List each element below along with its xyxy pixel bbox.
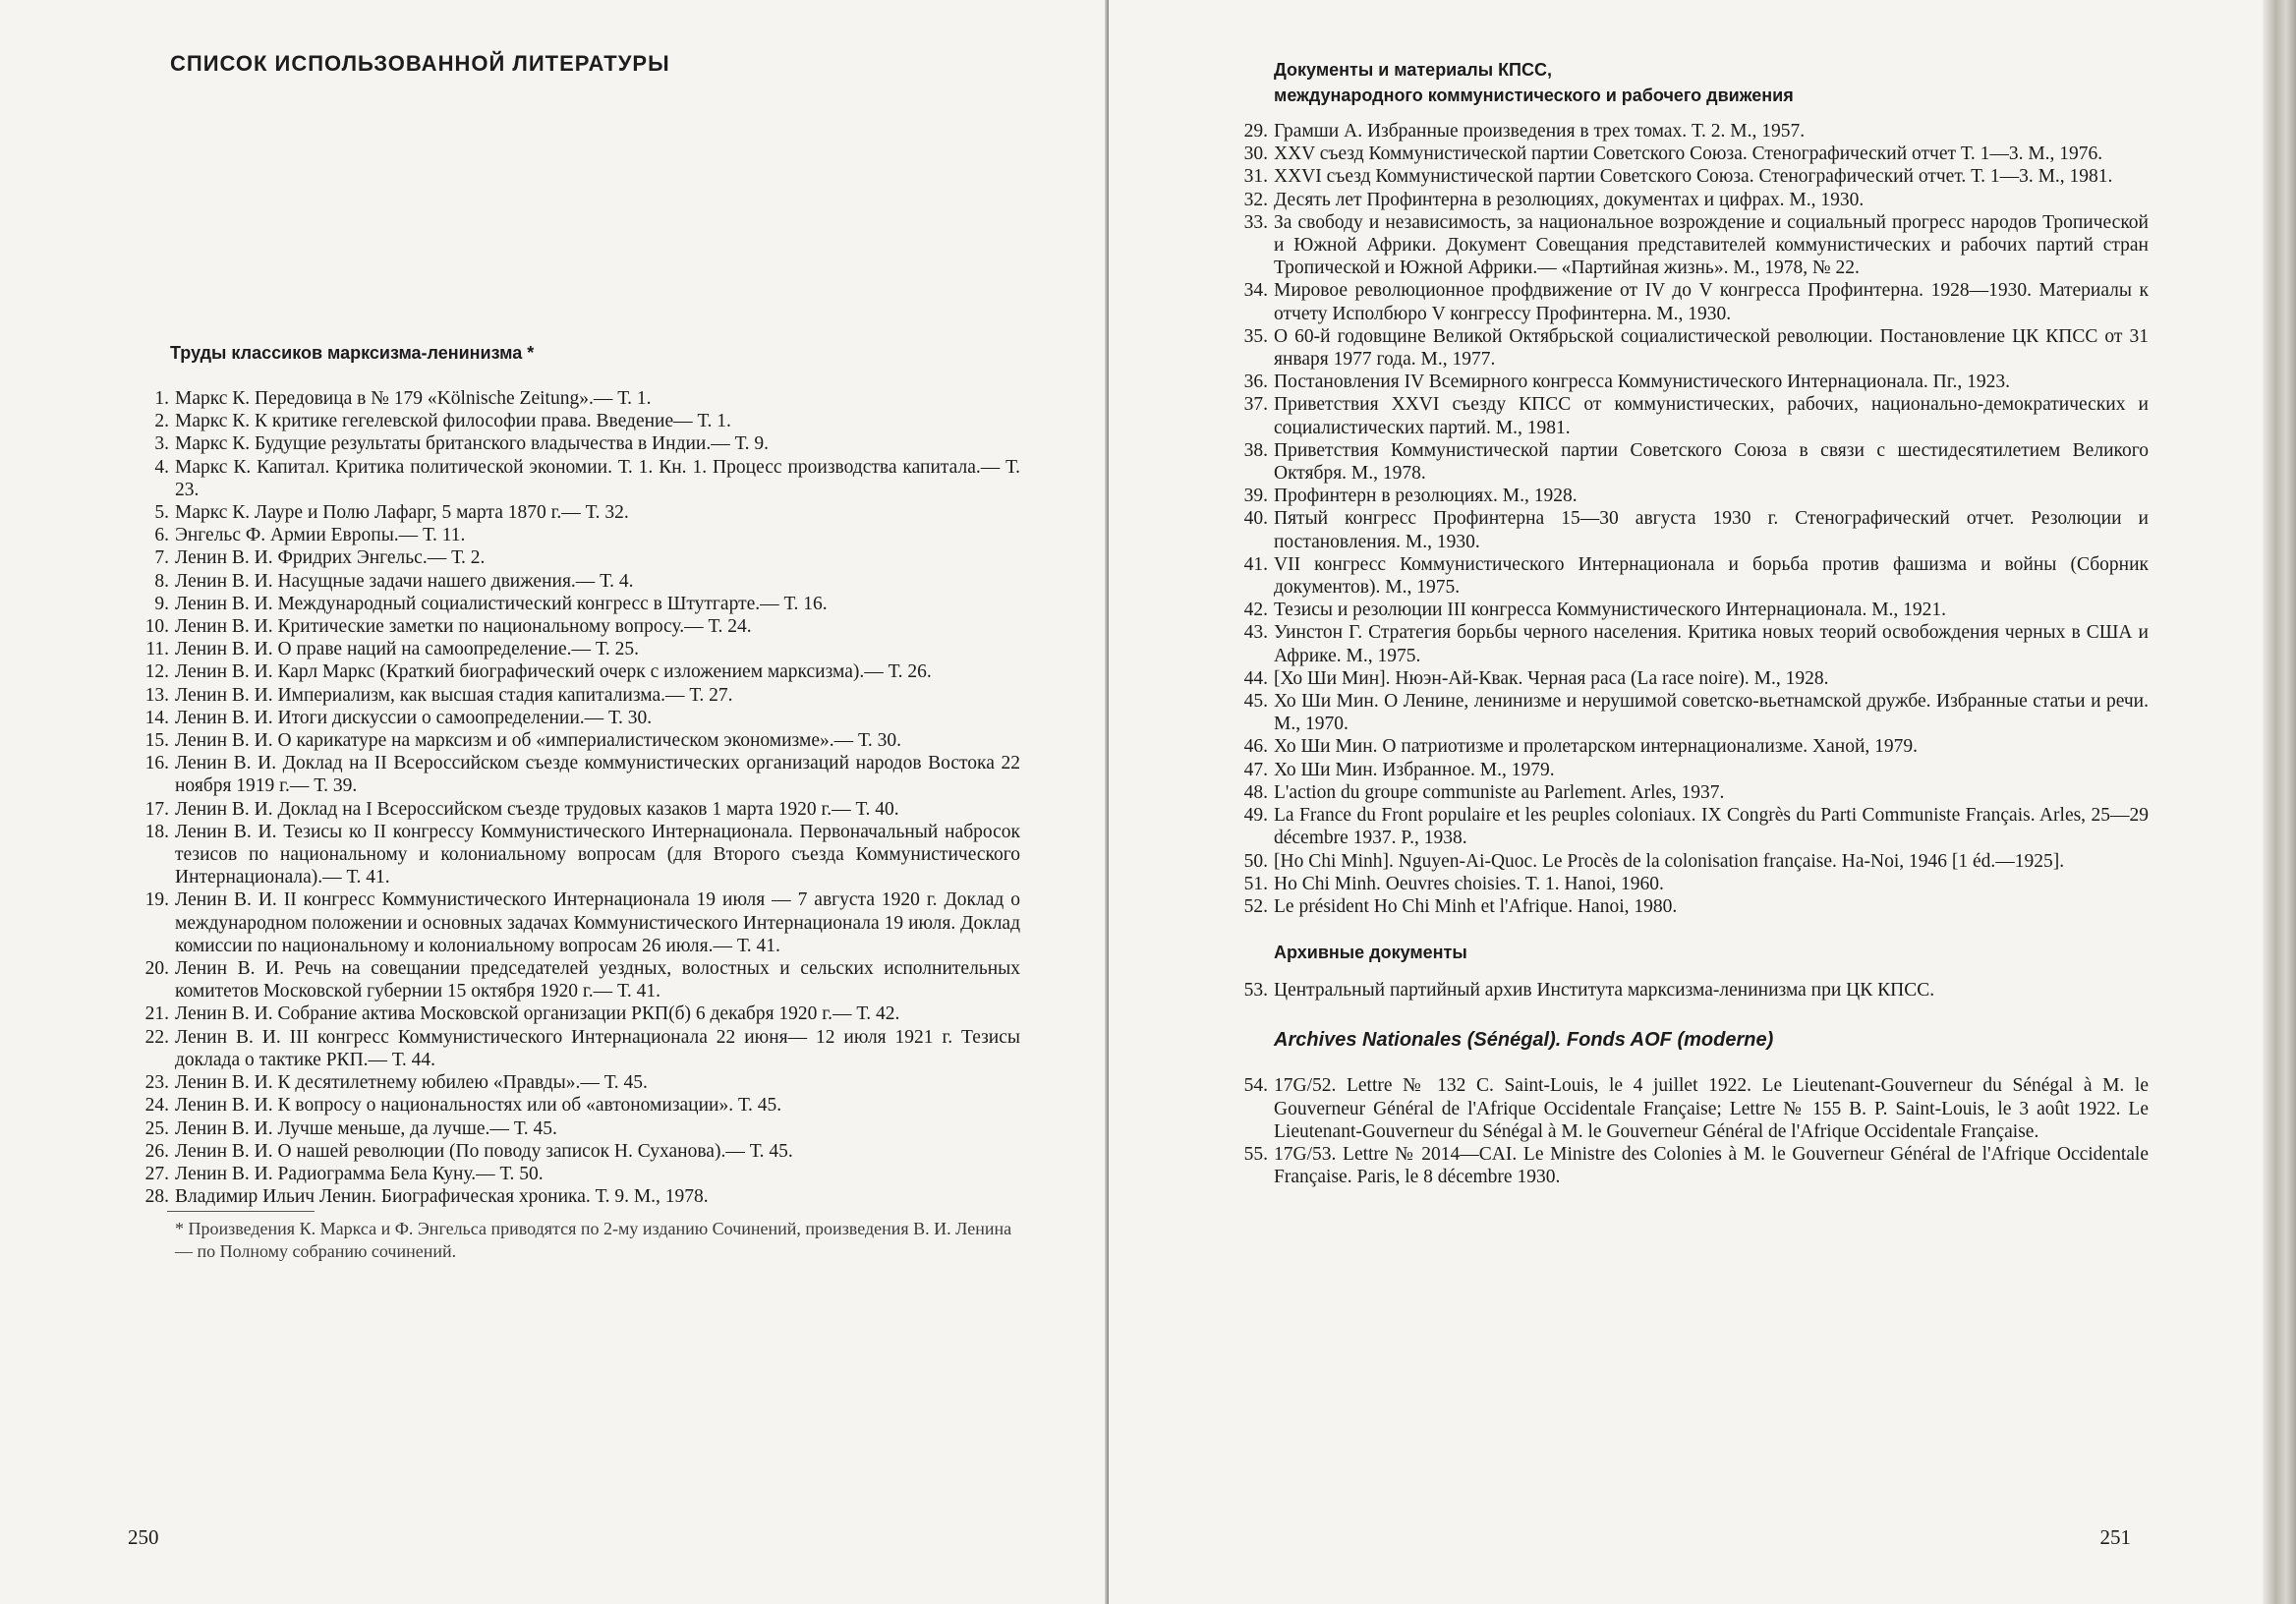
reference-text: Ленин В. И. Насущные задачи нашего движения.— Т. 4. (175, 570, 634, 592)
right-reference-list-french-archives (1227, 1074, 2149, 1188)
reference-text: Владимир Ильич Ленин. Биографическая хроника. Т. 9. М., 1978. (175, 1186, 709, 1208)
reference-entry (128, 1163, 1020, 1185)
reference-number: 49. (1243, 805, 1268, 827)
page-number-right: 251 (2099, 1525, 2131, 1549)
reference-entry (1227, 895, 2149, 918)
reference-entry (128, 387, 1020, 410)
reference-number: 31. (1243, 166, 1268, 188)
reference-text: Маркс К. Капитал. Критика политической экономии. Т. 1. Кн. 1. Процесс производства капитала.— Т. 23. (175, 456, 1020, 500)
reference-number: 22. (144, 1026, 169, 1048)
right-page (1109, 0, 2296, 1604)
reference-number: 30. (1243, 143, 1268, 165)
reference-text: Тезисы и резолюции III конгресса Коммунистического Интернационала. М., 1921. (1274, 600, 1947, 621)
reference-entry (128, 546, 1020, 569)
reference-entry (1227, 1074, 2149, 1143)
reference-text: [Ho Chi Minh]. Nguyen-Ai-Quoc. Le Procès de la colonisation française. Ha-Noi, 1946 [1 éd.—1925]. (1274, 850, 2065, 872)
reference-text: Ленин В. И. Карл Маркс (Краткий биографический очерк с изложением марксизма).— Т. 26. (175, 661, 932, 683)
reference-number: 23. (144, 1072, 169, 1094)
reference-text: XXV съезд Коммунистической партии Советского Союза. Стенографический отчет Т. 1—3. М., 1976. (1274, 143, 2103, 165)
reference-text: Маркс К. Будущие результаты британского владычества в Индии.— Т. 9. (175, 433, 769, 455)
reference-entry (128, 1140, 1020, 1163)
reference-entry (128, 432, 1020, 455)
reference-number: 19. (144, 889, 169, 911)
reference-entry (1227, 143, 2149, 165)
reference-number: 27. (144, 1163, 169, 1184)
reference-number: 6. (154, 525, 169, 546)
reference-text: Грамши А. Избранные произведения в трех томах. Т. 2. М., 1957. (1274, 121, 1806, 142)
reference-entry (128, 1002, 1020, 1025)
reference-text: Хо Ши Мин. Избранное. М., 1979. (1274, 759, 1555, 780)
reference-text: Ленин В. И. Собрание актива Московской организации РКП(б) 6 декабря 1920 г.— Т. 42. (175, 1003, 900, 1025)
reference-number: 45. (1243, 691, 1268, 713)
reference-entry (1227, 1143, 2149, 1188)
page-number-left: 250 (128, 1525, 159, 1549)
reference-entry (1227, 553, 2149, 599)
reference-number: 48. (1243, 781, 1268, 803)
reference-entry (1227, 690, 2149, 735)
reference-number: 25. (144, 1117, 169, 1139)
reference-number: 12. (144, 661, 169, 683)
reference-entry (1227, 759, 2149, 781)
reference-entry (128, 729, 1020, 752)
reference-text: Хо Ши Мин. О патриотизме и пролетарском интернационализме. Ханой, 1979. (1274, 736, 1919, 758)
section-heading-archive: Архивные документы (1274, 943, 1467, 963)
section-heading-classics: Труды классиков марксизма-ленинизма * (170, 343, 535, 363)
reference-text: Уинстон Г. Стратегия борьбы черного населения. Критика новых теорий освобождения черных в США и Африке. М., 1975. (1274, 622, 2149, 666)
reference-text: Ленин В. И. О карикатуре на марксизм и об «империалистическом экономизме».— Т. 30. (175, 730, 902, 752)
reference-text: Десять лет Профинтерна в резолюциях, документах и цифрах. М., 1930. (1274, 189, 1865, 210)
reference-entry (128, 456, 1020, 501)
reference-entry (1227, 165, 2149, 188)
reference-text: Ленин В. И. Доклад на II Всероссийском съезде коммунистических организаций народов Востока 22 ноября 1919 г.— Т. 39. (175, 753, 1020, 797)
reference-number: 8. (154, 570, 169, 592)
reference-text: Ленин В. И. Лучше меньше, да лучше.— Т. 45. (175, 1117, 557, 1139)
reference-entry (128, 524, 1020, 546)
reference-entry (128, 570, 1020, 593)
reference-entry (1227, 393, 2149, 438)
reference-text: Мировое революционное профдвижение от IV до V конгресса Профинтерна. 1928—1930. Материалы к отчету Исполбюро V конгрессу Профинтерна. М., 1930. (1274, 280, 2149, 324)
reference-entry (128, 957, 1020, 1002)
right-reference-list-documents (1227, 120, 2149, 918)
reference-text: Ленин В. И. Фридрих Энгельс.— Т. 2. (175, 547, 486, 569)
reference-entry (1227, 120, 2149, 143)
reference-entry (128, 1026, 1020, 1071)
section-heading-documents: Документы и материалы КПСС, (1274, 60, 1552, 80)
reference-text: Ленин В. И. II конгресс Коммунистического Интернационала 19 июля — 7 августа 1920 г. Доклад о международном положении и основных задачах Коммунистического Интернационала 19 июля. Доклад комиссии по национальному и колониальному вопросам 26 июля.— Т. 41. (175, 889, 1020, 956)
reference-text: За свободу и независимость, за национальное возрождение и социальный прогресс народов Тропической и Южной Африки. Документ Совещания представителей коммунистических и рабочих партий стран Тропической и Южной Африки.— «Партийная жизнь». М., 1978, № 22. (1274, 211, 2149, 279)
reference-text: Маркс К. Передовица в № 179 «Kölnische Zeitung».— Т. 1. (175, 388, 652, 409)
reference-number: 38. (1243, 439, 1268, 461)
reference-entry (128, 615, 1020, 638)
reference-number: 43. (1243, 622, 1268, 644)
reference-entry (1227, 189, 2149, 211)
reference-entry (1227, 735, 2149, 758)
left-page (0, 0, 1109, 1604)
reference-text: Ленин В. И. III конгресс Коммунистического Интернационала 22 июня— 12 июля 1921 г. Тезисы доклада о тактике РКП.— Т. 44. (175, 1026, 1020, 1070)
reference-text: Ho Chi Minh. Oeuvres choisies. T. 1. Hanoi, 1960. (1274, 873, 1664, 894)
reference-text: Постановления IV Всемирного конгресса Коммунистического Интернационала. Пг., 1923. (1274, 372, 2010, 393)
section-heading-french-archives: Archives Nationales (Sénégal). Fonds AOF (moderne) (1274, 1029, 1774, 1052)
reference-number: 51. (1243, 873, 1268, 894)
section-heading-documents-sub: международного коммунистического и рабочего движения (1274, 86, 1794, 105)
reference-entry (1227, 621, 2149, 666)
reference-entry (128, 707, 1020, 729)
reference-entry (128, 752, 1020, 797)
reference-number: 2. (154, 411, 169, 432)
reference-number: 41. (1243, 553, 1268, 575)
reference-text: Ленин В. И. Критические заметки по национальному вопросу.— Т. 24. (175, 616, 752, 638)
reference-entry (1227, 667, 2149, 690)
reference-text: Хо Ши Мин. О Ленине, ленинизме и нерушимой советско-вьетнамской дружбе. Избранные статьи и речи. М., 1970. (1274, 691, 2149, 735)
reference-number: 42. (1243, 600, 1268, 621)
reference-entry (1227, 279, 2149, 324)
reference-text: Ленин В. И. Международный социалистический конгресс в Штутгарте.— Т. 16. (175, 593, 828, 614)
reference-number: 3. (154, 433, 169, 455)
reference-text: Ленин В. И. О праве наций на самоопределение.— Т. 25. (175, 639, 639, 660)
reference-number: 1. (154, 388, 169, 409)
reference-number: 32. (1243, 189, 1268, 210)
reference-number: 37. (1243, 394, 1268, 416)
reference-number: 40. (1243, 508, 1268, 530)
reference-number: 50. (1243, 850, 1268, 872)
reference-number: 14. (144, 707, 169, 728)
reference-text: Ленин В. И. Речь на совещании председателей уездных, волостных и сельских исполнительных комитетов Московской губернии 15 октября 1920 г.— Т. 41. (175, 958, 1020, 1002)
reference-number: 11. (145, 639, 169, 660)
reference-text: Ленин В. И. Доклад на I Всероссийском съезде трудовых казаков 1 марта 1920 г.— Т. 40. (175, 798, 899, 820)
reference-number: 53. (1243, 980, 1268, 1002)
reference-text: Ленин В. И. Тезисы ко II конгрессу Коммунистического Интернационала. Первоначальный набросок тезисов по национальному и колониальному вопросам (для Второго съезда Коммунистического Интернационала).— Т. 41. (175, 821, 1020, 888)
reference-text: Ленин В. И. Империализм, как высшая стадия капитализма.— Т. 27. (175, 684, 733, 706)
reference-text: Приветствия XXVI съезду КПСС от коммунистических, рабочих, национально-демократических и социалистических партий. М., 1981. (1274, 394, 2149, 438)
reference-entry (128, 684, 1020, 707)
reference-entry (1227, 325, 2149, 371)
reference-text: Приветствия Коммунистической партии Советского Союза в связи с шестидесятилетием Великого Октября. М., 1978. (1274, 439, 2149, 485)
reference-entry (1227, 507, 2149, 552)
reference-number: 34. (1243, 280, 1268, 302)
reference-text: Ленин В. И. К десятилетнему юбилею «Правды».— Т. 45. (175, 1072, 648, 1094)
reference-entry (128, 501, 1020, 524)
reference-text: Пятый конгресс Профинтерна 15—30 августа 1930 г. Стенографический отчет. Резолюции и постановления. М., 1930. (1274, 508, 2149, 552)
reference-number: 16. (144, 753, 169, 774)
reference-entry (1227, 850, 2149, 873)
reference-entry (128, 821, 1020, 889)
reference-text: Маркс К. Лауре и Полю Лафарг, 5 марта 1870 г.— Т. 32. (175, 502, 629, 524)
reference-entry (1227, 873, 2149, 895)
reference-entry (1227, 485, 2149, 507)
reference-text: L'action du groupe communiste au Parlement. Arles, 1937. (1274, 781, 1725, 803)
reference-number: 18. (144, 821, 169, 842)
reference-text: La France du Front populaire et les peuples coloniaux. IX Congrès du Parti Communiste Français. Arles, 25—29 décembre 1937. P., 1938. (1274, 805, 2149, 849)
reference-number: 17. (144, 798, 169, 820)
reference-number: 29. (1243, 121, 1268, 142)
reference-number: 52. (1243, 895, 1268, 917)
reference-number: 47. (1243, 759, 1268, 780)
reference-text: Центральный партийный архив Института марксизма-ленинизма при ЦК КПСС. (1274, 980, 1935, 1002)
reference-text: [Хо Ши Мин]. Нюэн-Ай-Квак. Черная раса (La race noire). М., 1928. (1274, 667, 1829, 689)
reference-entry (128, 1094, 1020, 1117)
reference-number: 4. (154, 456, 169, 478)
reference-text: Профинтерн в резолюциях. М., 1928. (1274, 486, 1578, 507)
reference-number: 36. (1243, 372, 1268, 393)
reference-entry (1227, 979, 2149, 1002)
reference-entry (128, 593, 1020, 615)
reference-entry (128, 1185, 1020, 1208)
reference-text: 17G/53. Lettre № 2014—CAI. Le Ministre des Colonies à M. le Gouverneur Général de l'Afrique Occidentale Française. Paris, le 8 décembre 1930. (1274, 1143, 2149, 1188)
reference-entry (1227, 599, 2149, 621)
reference-text: XXVI съезд Коммунистической партии Советского Союза. Стенографический отчет. Т. 1—3. М., 1981. (1274, 166, 2113, 188)
reference-entry (1227, 439, 2149, 485)
reference-number: 35. (1243, 325, 1268, 347)
reference-number: 46. (1243, 736, 1268, 758)
reference-entry (1227, 804, 2149, 849)
reference-entry (128, 660, 1020, 683)
reference-text: Ленин В. И. Радиограмма Бела Куну.— Т. 50. (175, 1163, 544, 1184)
right-reference-list-archive (1227, 979, 2149, 1002)
reference-number: 55. (1243, 1143, 1268, 1165)
reference-entry (1227, 781, 2149, 804)
reference-number: 10. (144, 616, 169, 638)
reference-number: 21. (144, 1003, 169, 1025)
reference-number: 5. (154, 502, 169, 524)
reference-number: 26. (144, 1140, 169, 1162)
left-reference-list (128, 387, 1020, 1208)
reference-text: 17G/52. Lettre № 132 C. Saint-Louis, le 4 juillet 1922. Le Lieutenant-Gouverneur du Sénégal à M. le Gouverneur Général de l'Afrique Occidentale Française; Lettre № 155 B. P. Saint-Louis, le 3 août 1922. Le Lieutenant-Gouverneur du Sénégal à M. le Gouverneur Général de l'Afrique Occidentale Française. (1274, 1075, 2149, 1142)
page-edge (2263, 0, 2296, 1604)
reference-number: 13. (144, 684, 169, 706)
reference-number: 33. (1243, 211, 1268, 233)
reference-entry (1227, 211, 2149, 280)
reference-number: 9. (154, 593, 169, 614)
reference-number: 54. (1243, 1075, 1268, 1097)
reference-number: 7. (154, 547, 169, 569)
reference-text: О 60-й годовщине Великой Октябрьской социалистической революции. Постановление ЦК КПСС от 31 января 1977 года. М., 1977. (1274, 325, 2149, 371)
reference-text: Энгельс Ф. Армии Европы.— Т. 11. (175, 525, 466, 546)
reference-number: 28. (144, 1186, 169, 1208)
page-title: СПИСОК ИСПОЛЬЗОВАННОЙ ЛИТЕРАТУРЫ (170, 51, 670, 76)
reference-entry (128, 1071, 1020, 1094)
reference-number: 44. (1243, 667, 1268, 689)
reference-number: 24. (144, 1095, 169, 1117)
reference-text: Ленин В. И. Итоги дискуссии о самоопределении.— Т. 30. (175, 707, 653, 728)
reference-text: Ленин В. И. К вопросу о национальностях или об «автономизации». Т. 45. (175, 1095, 782, 1117)
reference-text: Le président Ho Chi Minh et l'Afrique. Hanoi, 1980. (1274, 895, 1678, 917)
reference-entry (128, 638, 1020, 660)
reference-entry (128, 888, 1020, 957)
reference-text: Маркс К. К критике гегелевской философии права. Введение— Т. 1. (175, 411, 731, 432)
reference-number: 15. (144, 730, 169, 752)
reference-entry (128, 410, 1020, 432)
reference-number: 39. (1243, 486, 1268, 507)
reference-entry (128, 798, 1020, 821)
reference-text: Ленин В. И. О нашей революции (По поводу записок Н. Суханова).— Т. 45. (175, 1140, 793, 1162)
reference-number: 20. (144, 958, 169, 980)
footnote: * Произведения К. Маркса и Ф. Энгельса приводятся по 2-му изданию Сочинений, произведения В. И. Ленина — по Полному собранию сочинений. (128, 1218, 1020, 1263)
reference-entry (128, 1117, 1020, 1140)
reference-entry (1227, 371, 2149, 393)
reference-text: VII конгресс Коммунистического Интернационала и борьба против фашизма и войны (Сборник документов). М., 1975. (1274, 553, 2149, 599)
